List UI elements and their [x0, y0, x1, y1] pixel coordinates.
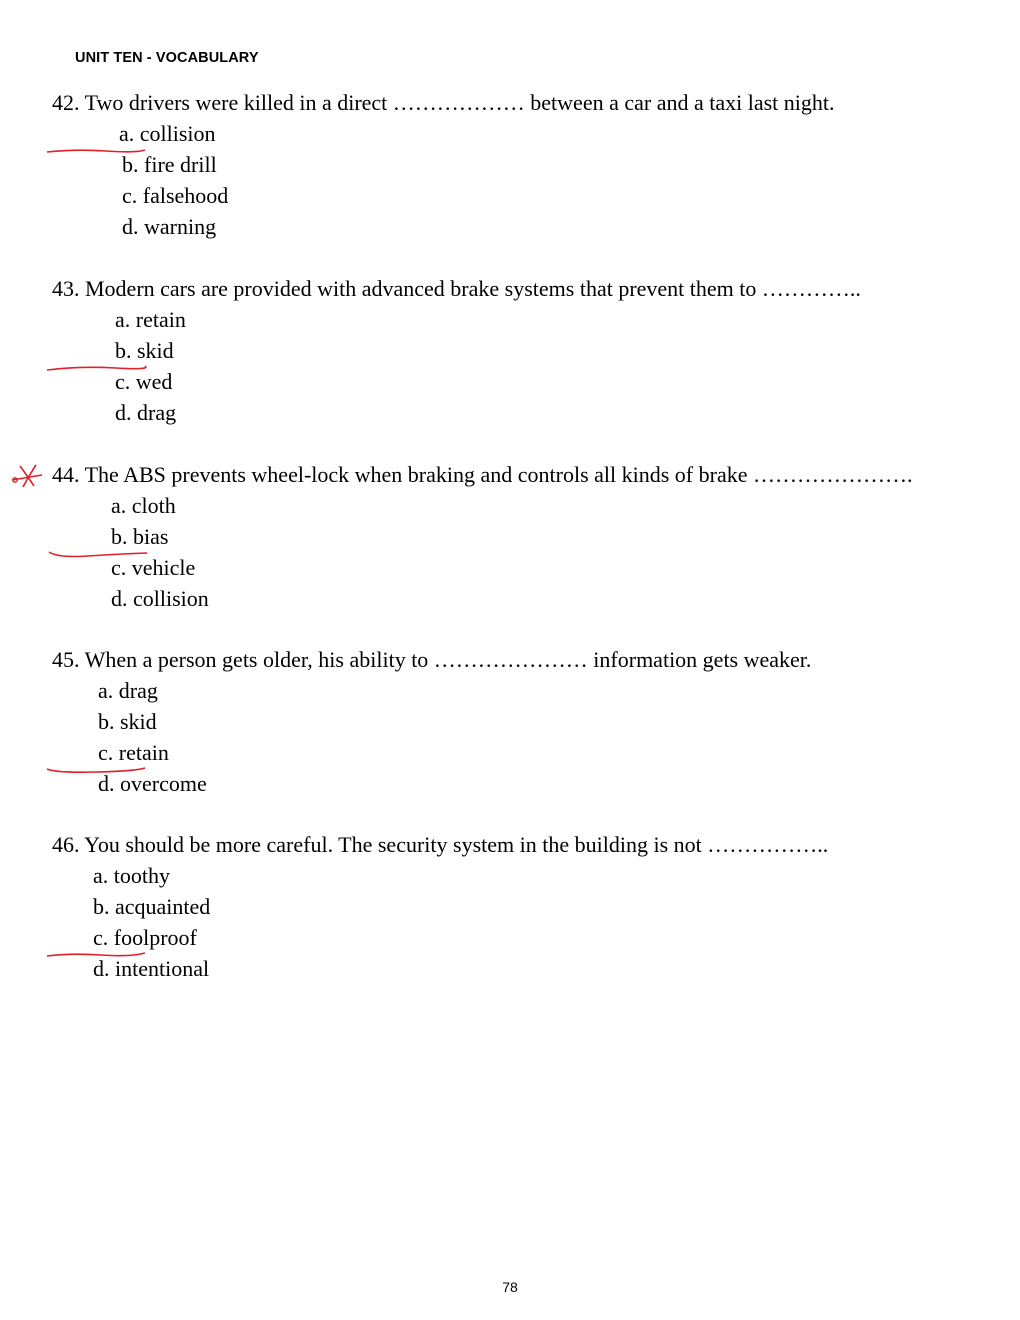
unit-header: UNIT TEN - VOCABULARY [75, 50, 259, 66]
option-text: d. drag [115, 400, 177, 425]
question-44 [52, 459, 913, 614]
question-stem: 45. When a person gets older, his ability to ………………… information gets weaker. [52, 647, 812, 672]
question-stem: 44. The ABS prevents wheel-lock when braking and controls all kinds of brake …………………. [52, 462, 913, 487]
option-text: d. warning [122, 214, 217, 239]
option-c [52, 552, 913, 583]
option-b [52, 521, 913, 552]
option-b [52, 706, 811, 737]
option-text: c. retain [98, 740, 169, 765]
question-stem: 46. You should be more careful. The security system in the building is not …………….. [52, 832, 829, 857]
question-43 [52, 273, 861, 428]
option-text: c. falsehood [122, 183, 229, 208]
option-text: b. bias [111, 524, 169, 549]
option-d [52, 211, 835, 242]
option-text: a. toothy [93, 863, 170, 888]
question-stem: 43. Modern cars are provided with advanced brake systems that prevent them to ………….. [52, 276, 861, 301]
option-d [52, 583, 913, 614]
question-stem: 42. Two drivers were killed in a direct ……………… between a car and a taxi last night. [52, 90, 835, 115]
asterisk-mark-icon [10, 462, 46, 490]
option-text: b. skid [98, 709, 157, 734]
option-b [52, 149, 835, 180]
option-text: d. collision [111, 586, 209, 611]
option-b [52, 891, 828, 922]
option-c [52, 922, 828, 953]
option-text: a. cloth [111, 493, 176, 518]
question-45 [52, 644, 811, 799]
option-c [52, 180, 835, 211]
option-text: d. overcome [98, 771, 207, 796]
option-d [52, 953, 828, 984]
option-text: a. drag [98, 678, 158, 703]
option-c [52, 366, 861, 397]
option-text: b. acquainted [93, 894, 211, 919]
option-text: b. fire drill [122, 152, 217, 177]
question-42 [52, 87, 835, 242]
page-number: 78 [502, 1279, 518, 1295]
option-d [52, 397, 861, 428]
option-d [52, 768, 811, 799]
option-text: c. vehicle [111, 555, 196, 580]
option-a [52, 675, 811, 706]
option-a [52, 490, 913, 521]
option-a [52, 118, 835, 149]
option-a [52, 860, 828, 891]
option-c [52, 737, 811, 768]
option-b [52, 335, 861, 366]
option-text: d. intentional [93, 956, 210, 981]
question-46 [52, 829, 828, 984]
option-a [52, 304, 861, 335]
option-text: c. wed [115, 369, 173, 394]
option-text: c. foolproof [93, 925, 197, 950]
option-text: a. retain [115, 307, 186, 332]
option-text: a. collision [119, 121, 216, 146]
option-text: b. skid [115, 338, 174, 363]
